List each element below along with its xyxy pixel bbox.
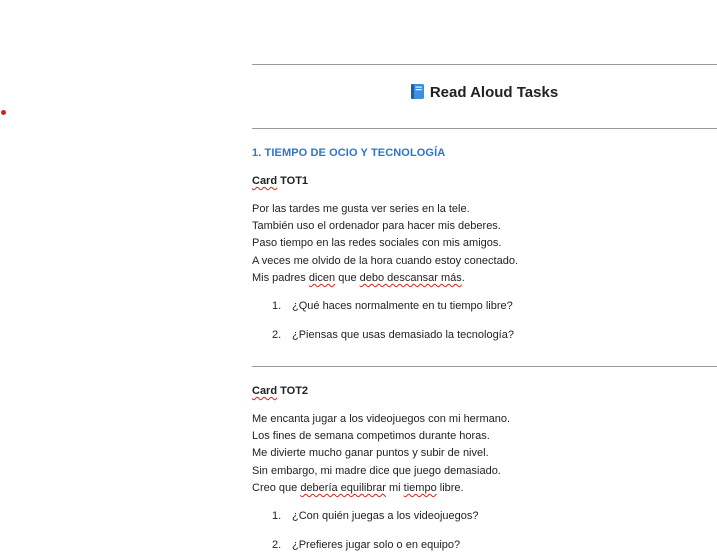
question-text: ¿Prefieres jugar solo o en equipo? [292,539,461,551]
card-heading [252,175,308,187]
passage-line: Me divierte mucho ganar puntos y subir de nivel. [252,447,489,460]
card-id: TOT2 [280,385,309,397]
page-title-text: Read Aloud Tasks [429,84,559,101]
spellcheck-word: dicen [308,271,336,284]
passage-line: Sin embargo, mi madre dice que juego demasiado. [252,464,501,477]
card-heading [252,385,308,397]
passage-line: Por las tardes me gusta ver series en la tele. [252,203,470,215]
card-word: Card [252,175,278,187]
spellcheck-word: tiempo [403,481,437,494]
passage-line: También uso el ordenador para hacer mis deberes. [252,220,501,233]
passage-line: Creo que debería equilibrar mi tiempo libre. [252,481,464,494]
red-marker-dot [1,110,6,115]
passage-line: A veces me olvido de la hora cuando estoy conectado. [252,254,519,267]
card-passage [252,411,510,497]
question-text: ¿Qué haces normalmente en tu tiempo libre? [292,300,513,312]
passage-line: Mis padres dicen que debo descansar más. [252,271,465,284]
passage-line: Los fines de semana competimos durante horas. [252,430,490,443]
question-text: ¿Piensas que usas demasiado la tecnología? [292,329,514,341]
card-word: Card [252,385,278,397]
question-number: 2. [272,539,282,551]
passage-line: Me encanta jugar a los videojuegos con mi hermano. [252,413,511,425]
spellcheck-word: debo descansar más [359,271,462,284]
question-number: 1. [272,300,282,312]
page-title [252,84,717,101]
question-number: 2. [272,329,282,341]
section-heading: 1. TIEMPO DE OCIO Y TECNOLOGÍA [252,147,446,159]
title-divider [252,128,717,129]
spellcheck-word: debería equilibrar [300,481,386,494]
passage-line: Paso tiempo en las redes sociales con mis amigos. [252,237,502,250]
card-id: TOT1 [280,175,309,187]
blue-book-icon [411,84,424,99]
question-text: ¿Con quién juegas a los videojuegos? [292,510,479,522]
top-divider [252,64,717,65]
card-passage [252,201,518,287]
card-divider [252,366,717,367]
question-number: 1. [272,510,282,522]
